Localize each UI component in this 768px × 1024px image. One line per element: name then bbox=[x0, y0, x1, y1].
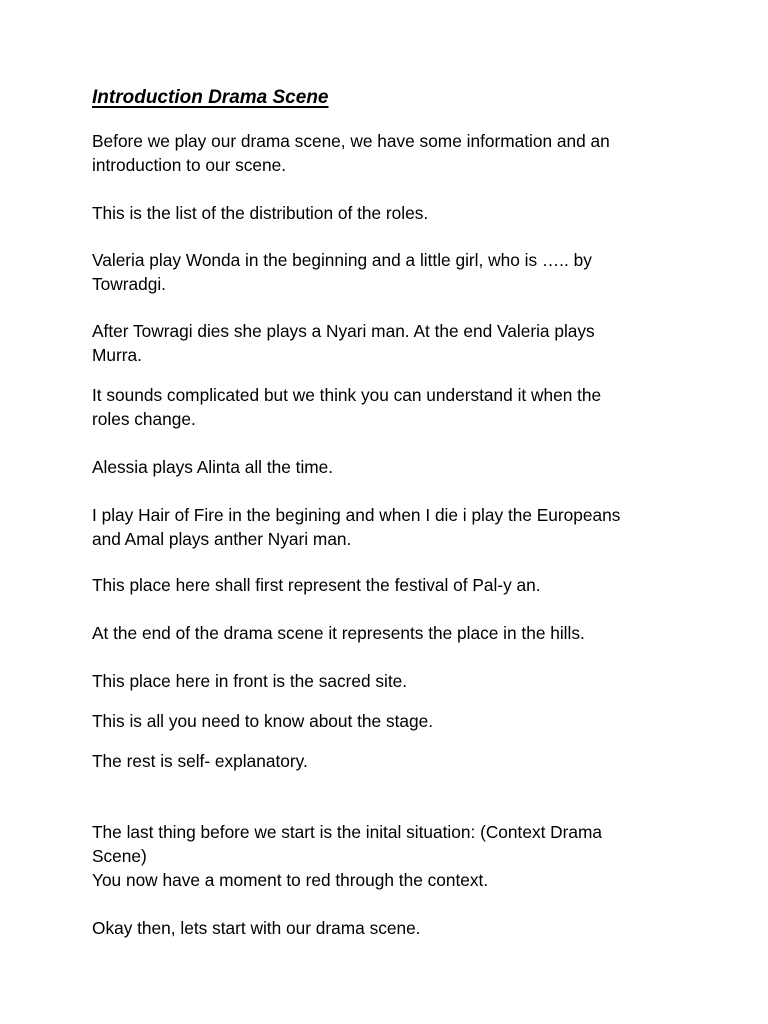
text-line: roles change. bbox=[92, 409, 196, 429]
text-line: At the end of the drama scene it represents the place in the hills. bbox=[92, 623, 585, 643]
text-line: Okay then, lets start with our drama scene. bbox=[92, 918, 421, 938]
text-line: introduction to our scene. bbox=[92, 155, 287, 175]
paragraph-hills bbox=[92, 621, 692, 645]
paragraph-valeria-roles bbox=[92, 248, 692, 296]
text-line: This is all you need to know about the stage. bbox=[92, 711, 434, 731]
paragraph-hair-of-fire bbox=[92, 503, 692, 551]
text-line: Alessia plays Alinta all the time. bbox=[92, 457, 334, 477]
paragraph-start bbox=[92, 916, 692, 940]
text-line: You now have a moment to red through the context. bbox=[92, 870, 489, 890]
text-line: After Towragi dies she plays a Nyari man. At the end Valeria plays bbox=[92, 321, 595, 341]
paragraph-initial-situation bbox=[92, 820, 692, 892]
document-title: Introduction Drama Scene bbox=[92, 87, 329, 108]
text-line: The last thing before we start is the inital situation: (Context Drama bbox=[92, 822, 603, 842]
text-line: I play Hair of Fire in the begining and when I die i play the Europeans bbox=[92, 505, 621, 525]
paragraph-complicated bbox=[92, 383, 692, 431]
text-line: Valeria play Wonda in the beginning and a little girl, who is ….. by bbox=[92, 250, 592, 270]
text-line: Scene) bbox=[92, 846, 147, 866]
paragraph-alessia bbox=[92, 455, 692, 479]
paragraph-roles-list bbox=[92, 201, 692, 225]
text-line: Murra. bbox=[92, 345, 142, 365]
text-line: Towradgi. bbox=[92, 274, 166, 294]
paragraph-stage bbox=[92, 709, 692, 733]
text-line: The rest is self- explanatory. bbox=[92, 751, 308, 771]
paragraph-self-explanatory bbox=[92, 749, 692, 773]
text-line: and Amal plays anther Nyari man. bbox=[92, 529, 352, 549]
paragraph-intro bbox=[92, 129, 692, 177]
text-line: This place here shall first represent the festival of Pal-y an. bbox=[92, 575, 541, 595]
paragraph-towragi bbox=[92, 319, 692, 367]
text-line: This place here in front is the sacred site. bbox=[92, 671, 408, 691]
paragraph-festival bbox=[92, 573, 692, 597]
paragraph-sacred-site bbox=[92, 669, 692, 693]
text-line: Before we play our drama scene, we have some information and an bbox=[92, 131, 610, 151]
text-line: It sounds complicated but we think you can understand it when the bbox=[92, 385, 602, 405]
text-line: This is the list of the distribution of the roles. bbox=[92, 203, 429, 223]
